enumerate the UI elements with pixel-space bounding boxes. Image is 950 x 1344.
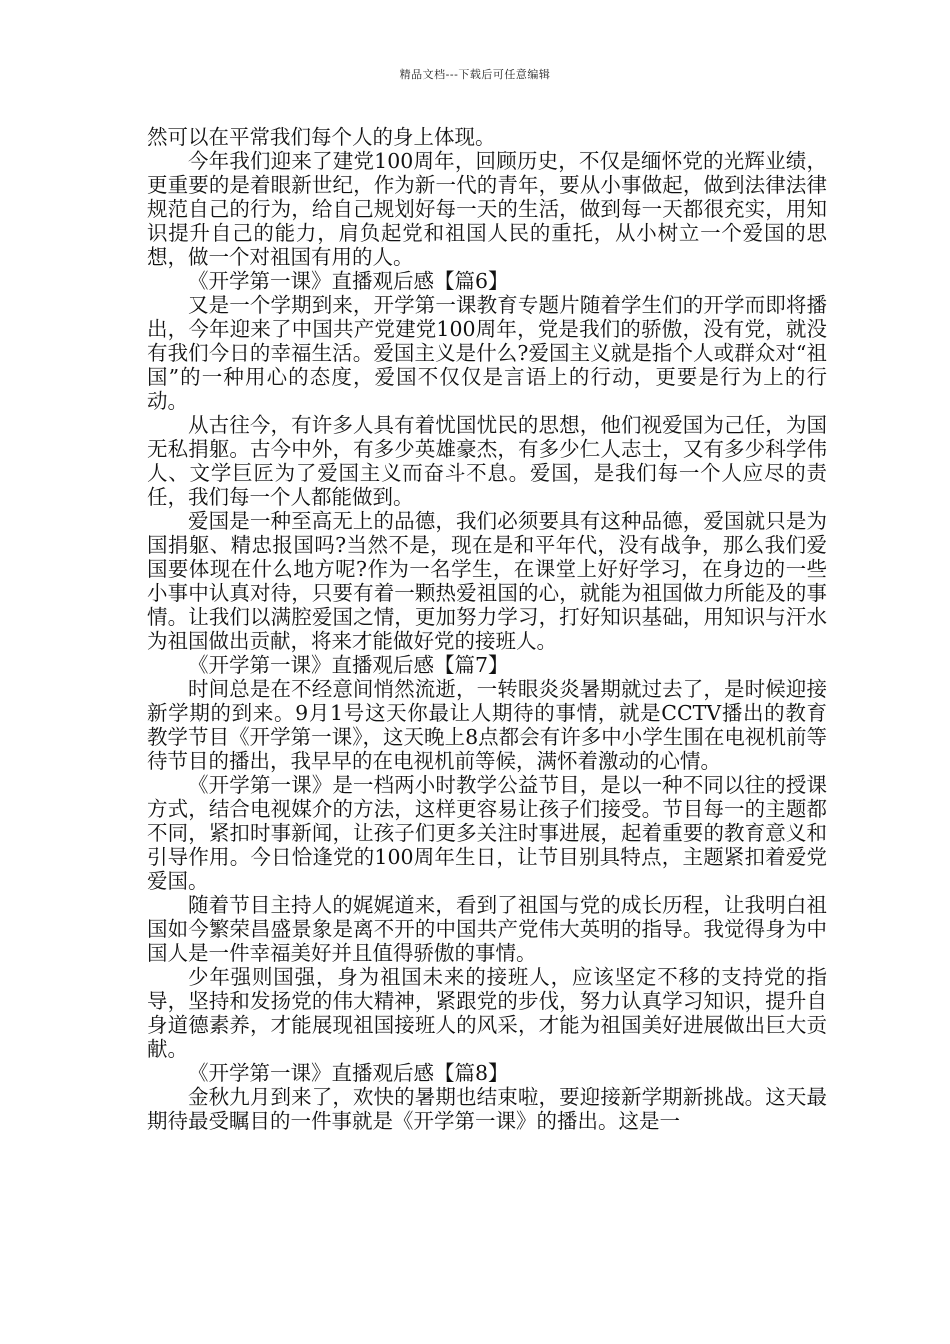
paragraph: 金秋九月到来了，欢快的暑期也结束啦，要迎接新学期新挑战。这天最期待最受瞩目的一件事就是《开学第一课》的播出。这是一 <box>147 1085 827 1133</box>
paragraph: 今年我们迎来了建党100周年，回顾历史，不仅是缅怀党的光辉业绩，更重要的是着眼新世纪，作为新一代的青年，要从小事做起，做到法律法律规范自己的行为，给自己规划好每一天的生活，做到每一天都很充实，用知识提升自己的能力，肩负起党和祖国人民的重托，从小树立一个爱国的思想，做一个对祖国有用的人。 <box>147 149 827 269</box>
paragraph: 随着节目主持人的娓娓道来，看到了祖国与党的成长历程，让我明白祖国如今繁荣昌盛景象是离不开的中国共产党伟大英明的指导。我觉得身为中国人是一件幸福美好并且值得骄傲的事情。 <box>147 893 827 965</box>
paragraph: 然可以在平常我们每个人的身上体现。 <box>147 125 496 149</box>
paragraph: 时间总是在不经意间悄然流逝，一转眼炎炎暑期就过去了，是时候迎接新学期的到来。9月1号这天你最让人期待的事情，就是CCTV播出的教育教学节目《开学第一课》，这天晚上8点都会有许多中小学生围在电视机前等待节目的播出，我早早的在电视机前等候，满怀着激动的心情。 <box>147 677 827 773</box>
section-heading: 《开学第一课》直播观后感【篇6】 <box>188 269 509 293</box>
section-heading: 《开学第一课》直播观后感【篇8】 <box>188 1061 509 1085</box>
section-heading: 《开学第一课》直播观后感【篇7】 <box>188 653 509 677</box>
paragraph: 《开学第一课》是一档两小时教学公益节目，是以一种不同以往的授课方式，结合电视媒介的方法，这样更容易让孩子们接受。节目每一的主题都不同，紧扣时事新闻，让孩子们更多关注时事进展，起着重要的教育意义和引导作用。今日恰逢党的100周年生日，让节目别具特点，主题紧扣着爱党爱国。 <box>147 773 827 893</box>
paragraph: 从古往今，有许多人具有着忧国忧民的思想，他们视爱国为己任，为国无私捐躯。古今中外，有多少英雄豪杰，有多少仁人志士，又有多少科学伟人、文学巨匠为了爱国主义而奋斗不息。爱国，是我们每一个人应尽的责任，我们每一个人都能做到。 <box>147 413 827 509</box>
paragraph: 少年强则国强，身为祖国未来的接班人，应该坚定不移的支持党的指导，坚持和发扬党的伟大精神，紧跟党的步伐，努力认真学习知识，提升自身道德素养，才能展现祖国接班人的风采，才能为祖国美好进展做出巨大贡献。 <box>147 965 827 1061</box>
paragraph: 爱国是一种至高无上的品德，我们必须要具有这种品德，爱国就只是为国捐躯、精忠报国吗?当然不是，现在是和平年代，没有战争，那么我们爱国要体现在什么地方呢?作为一名学生，在课堂上好好学习，在身边的一些小事中认真对待，只要有着一颗热爱祖国的心，就能为祖国做力所能及的事情。让我们以满腔爱国之情，更加努力学习，打好知识基础，用知识与汗水为祖国做出贡献，将来才能做好党的接班人。 <box>147 509 827 653</box>
page-header: 精品文档---下载后可任意编辑 <box>399 68 551 81</box>
document-body <box>147 125 827 1133</box>
paragraph: 又是一个学期到来，开学第一课教育专题片随着学生们的开学而即将播出，今年迎来了中国共产党建党100周年，党是我们的骄傲，没有党，就没有我们今日的幸福生活。爱国主义是什么?爱国主义就是指个人或群众对“祖国”的一种用心的态度，爱国不仅仅是言语上的行动，更要是行为上的行动。 <box>147 293 827 413</box>
